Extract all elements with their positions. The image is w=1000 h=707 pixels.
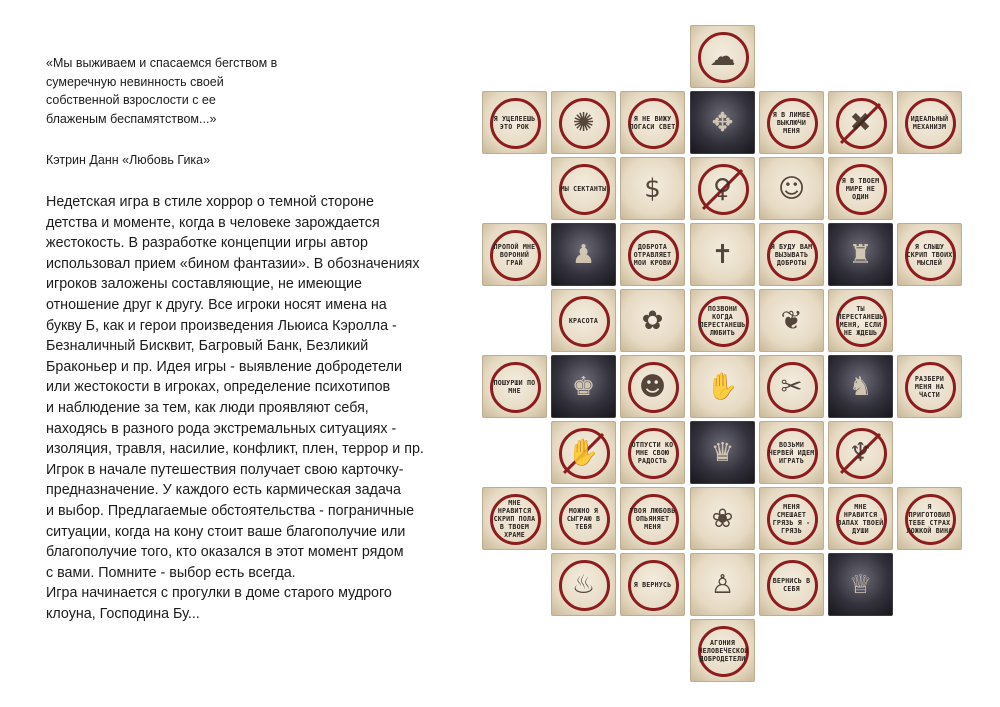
card-r3c3: [690, 223, 755, 286]
card-r9c3: [690, 619, 755, 682]
body-line: игроков заложены составляющие, не имеющие: [46, 276, 362, 293]
body-line: Браконьер и пр. Идея игры - выявление добродетели: [46, 358, 402, 375]
card-r2c3: [690, 157, 755, 220]
card-r5c2: [620, 355, 685, 418]
card-r2c5: [828, 157, 893, 220]
card-r7c4: [759, 487, 824, 550]
body-line: находясь в разного рода экстремальных ситуациях -: [46, 420, 397, 437]
card-r3c4: [759, 223, 824, 286]
body-line: букву Б, как и герои произведения Льюиса Кэролла -: [46, 317, 397, 334]
card-r6c3: [690, 421, 755, 484]
card-r6c5: [828, 421, 893, 484]
hands-icon: ✋: [706, 371, 739, 402]
figures-icon: ♟: [571, 239, 596, 270]
card-r3c0: [482, 223, 547, 286]
queen-icon: ♛: [710, 437, 735, 468]
card-r5c1: [551, 355, 616, 418]
card-r1c4: [759, 91, 824, 154]
body-line: Безналичный Бисквит, Багровый Банк, Безликий: [46, 338, 369, 355]
figure-icon: ☺: [777, 173, 806, 204]
card-r6c4: [759, 421, 824, 484]
body-line: благополучие того, кто оказался в этот момент рядом: [46, 544, 404, 561]
flower-icon: ✿: [641, 305, 664, 336]
card-label: ПРОПОЙ МНЕ ВОРОНИЙ ГРАЙ: [493, 242, 536, 267]
card-label: МНЕ НРАВИТСЯ СКРИП ПОЛА В ТВОЕМ ХРАМЕ: [493, 498, 536, 539]
card-r3c2: [620, 223, 685, 286]
card-label: ПОЗВОНИ КОГДА ПЕРЕСТАНЕШЬ ЛЮБИТЬ: [699, 304, 746, 337]
skeleton-icon: ✖: [849, 107, 872, 138]
card-r7c6: [897, 487, 962, 550]
clown-icon: ♕: [848, 569, 873, 600]
card-r5c5: [828, 355, 893, 418]
body-line: Игра начинается с прогулки в доме старого мудрого: [46, 585, 392, 602]
card-r1c5: [828, 91, 893, 154]
card-label: ТЫ ПЕРЕСТАНЕШЬ МЕНЯ, ЕСЛИ НЕ ЖДЕШЬ: [837, 304, 884, 337]
scissors-icon: ✂: [780, 371, 803, 402]
body-line: Игрок в начале путешествия получает свою карточку-: [46, 461, 404, 478]
cross-icon: ✝: [711, 239, 734, 270]
crown-icon: ♆: [848, 437, 873, 468]
body-line: и выбор. Предлагаемые обстоятельства - пограничные: [46, 502, 415, 519]
card-r0c3: [690, 25, 755, 88]
card-label: РАЗБЕРИ МЕНЯ НА ЧАСТИ: [914, 374, 945, 399]
card-r5c4: [759, 355, 824, 418]
card-r1c6: [897, 91, 962, 154]
tower-icon: ♜: [848, 239, 873, 270]
card-r8c5: [828, 553, 893, 616]
card-label: ОТПУСТИ КО МНЕ СВОЮ РАДОСТЬ: [631, 440, 674, 465]
card-r5c0: [482, 355, 547, 418]
horse-icon: ♞: [848, 371, 873, 402]
quote-line: собственной взрослости с ее: [46, 93, 216, 107]
card-label: Я БУДУ ВАМ ВЫЗЫВАТЬ ДОБРОТЫ: [770, 242, 813, 267]
body-line: использовал прием «бином фантазии». В обозначениях: [46, 255, 420, 272]
card-label: Я В ТВОЕМ МИРЕ НЕ ОДИН: [841, 176, 880, 201]
card-label: ТВОЯ ЛЮБОВЬ ОПЬЯНЯЕТ МЕНЯ: [629, 506, 676, 531]
card-r7c5: [828, 487, 893, 550]
card-r2c2: [620, 157, 685, 220]
hand-icon: ✋: [567, 437, 600, 468]
dollar-snake-icon: $: [644, 173, 661, 204]
card-r7c3: [690, 487, 755, 550]
body-line: с вами. Помните - выбор есть всегда.: [46, 564, 296, 581]
body-line: жестокость. В разработке концепции игры автор: [46, 235, 368, 252]
face-icon: ☻: [638, 371, 667, 402]
card-r8c4: [759, 553, 824, 616]
card-r1c2: [620, 91, 685, 154]
dolls-icon: ♚: [571, 371, 596, 402]
card-r7c2: [620, 487, 685, 550]
body-line: изоляция, травля, насилие, конфликт, плен, террор и пр.: [46, 441, 424, 458]
body-line: или жестокости в игроках, определение психотипов: [46, 379, 391, 396]
card-r7c0: [482, 487, 547, 550]
card-label: Я ПРИГОТОВИЛ ТЕБЕ СТРАХ ЛОЖКОЙ ВИНА: [906, 502, 953, 535]
card-label: ВОЗЬМИ ЧЕРВЕЙ ИДЕМ ИГРАТЬ: [768, 440, 815, 465]
card-r5c6: [897, 355, 962, 418]
card-label: Я УЦЕЛЕЕШЬ ЭТО РОК: [493, 114, 536, 131]
card-grid: [482, 25, 982, 685]
card-r1c3: [690, 91, 755, 154]
card-r8c2: [620, 553, 685, 616]
card-r8c3: [690, 553, 755, 616]
card-label: КРАСОТА: [568, 316, 599, 325]
card-label: МЕНЯ СМЕШАЕТ ГРЯЗЬ Я - ГРЯЗЬ: [772, 502, 811, 535]
card-r1c1: [551, 91, 616, 154]
card-label: МОЖНО Я СЫГРАЮ В ТЕБЯ: [566, 506, 601, 531]
card-r2c1: [551, 157, 616, 220]
card-r3c5: [828, 223, 893, 286]
heart-icon: ❦: [780, 305, 803, 336]
card-label: ДОБРОТА ОТРАВЛЯЕТ МОИ КРОВИ: [633, 242, 672, 267]
card-r3c1: [551, 223, 616, 286]
card-r4c1: [551, 289, 616, 352]
quote-line: сумеречную невинность своей: [46, 74, 224, 89]
card-r4c3: [690, 289, 755, 352]
card-r4c4: [759, 289, 824, 352]
card-label: Я В ЛИМБЕ ВЫКЛЮЧИ МЕНЯ: [772, 110, 811, 135]
card-r5c3: [690, 355, 755, 418]
body-line: ситуации, когда на кону стоит ваше благополучие или: [46, 523, 406, 540]
body-line: и наблюдение за тем, как люди проявляют себя,: [46, 399, 369, 416]
card-r6c1: [551, 421, 616, 484]
card-r2c4: [759, 157, 824, 220]
mushroom-cloud-icon: ☁: [709, 41, 736, 72]
beetles-icon: ❀: [711, 503, 734, 534]
card-r8c1: [551, 553, 616, 616]
card-r3c6: [897, 223, 962, 286]
card-r4c5: [828, 289, 893, 352]
card-r4c2: [620, 289, 685, 352]
card-label: Я НЕ ВИЖУ ПОГАСИ СВЕТ: [629, 114, 676, 131]
card-label: Я СЛЫШУ СКРИП ТВОИХ МЫСЛЕЙ: [906, 242, 953, 267]
card-label: ИДЕАЛЬНЫЙ МЕХАНИЗМ: [910, 114, 949, 131]
card-r6c2: [620, 421, 685, 484]
quote-line: блаженым беспамятством...»: [46, 111, 217, 126]
body-line: клоуна, Господина Бу...: [46, 605, 200, 622]
card-label: АГОНИЯ ЧЕЛОВЕЧЕСКОЙ ДОБРОДЕТЕЛИ: [698, 638, 749, 663]
quote-line: «Мы выживаем и спасаемся бегством в: [46, 56, 278, 70]
card-r7c1: [551, 487, 616, 550]
card-label: Я ВЕРНУСЬ: [633, 580, 672, 589]
mandala-icon: ✥: [711, 107, 734, 138]
doll-icon: ♀: [712, 173, 733, 204]
body-line: Недетская игра в стиле хоррор о темной стороне: [46, 194, 374, 210]
legs-icon: ♙: [710, 569, 735, 600]
card-label: МНЕ НРАВИТСЯ ЗАПАХ ТВОЕЙ ДУШИ: [837, 502, 884, 535]
epigraph-quote: [46, 54, 346, 128]
card-label: ПОШУРШИ ПО МНЕ: [493, 378, 536, 395]
card-label: МЫ СЕКТАНТЫ: [560, 184, 607, 193]
tentacles-icon: ♨: [571, 569, 596, 600]
description-text: [46, 192, 486, 624]
body-line: детства и моменте, когда в человеке зарождается: [46, 214, 380, 231]
body-line: предназначение. У каждого есть кармическая задача: [46, 482, 401, 499]
card-label: ВЕРНИСЬ В СЕБЯ: [772, 576, 811, 593]
body-line: отношение друг к другу. Все игроки носят имена на: [46, 296, 387, 313]
card-r1c0: [482, 91, 547, 154]
spider-web-icon: ✺: [572, 107, 595, 138]
epigraph-author: Кэтрин Данн «Любовь Гика»: [46, 153, 211, 167]
